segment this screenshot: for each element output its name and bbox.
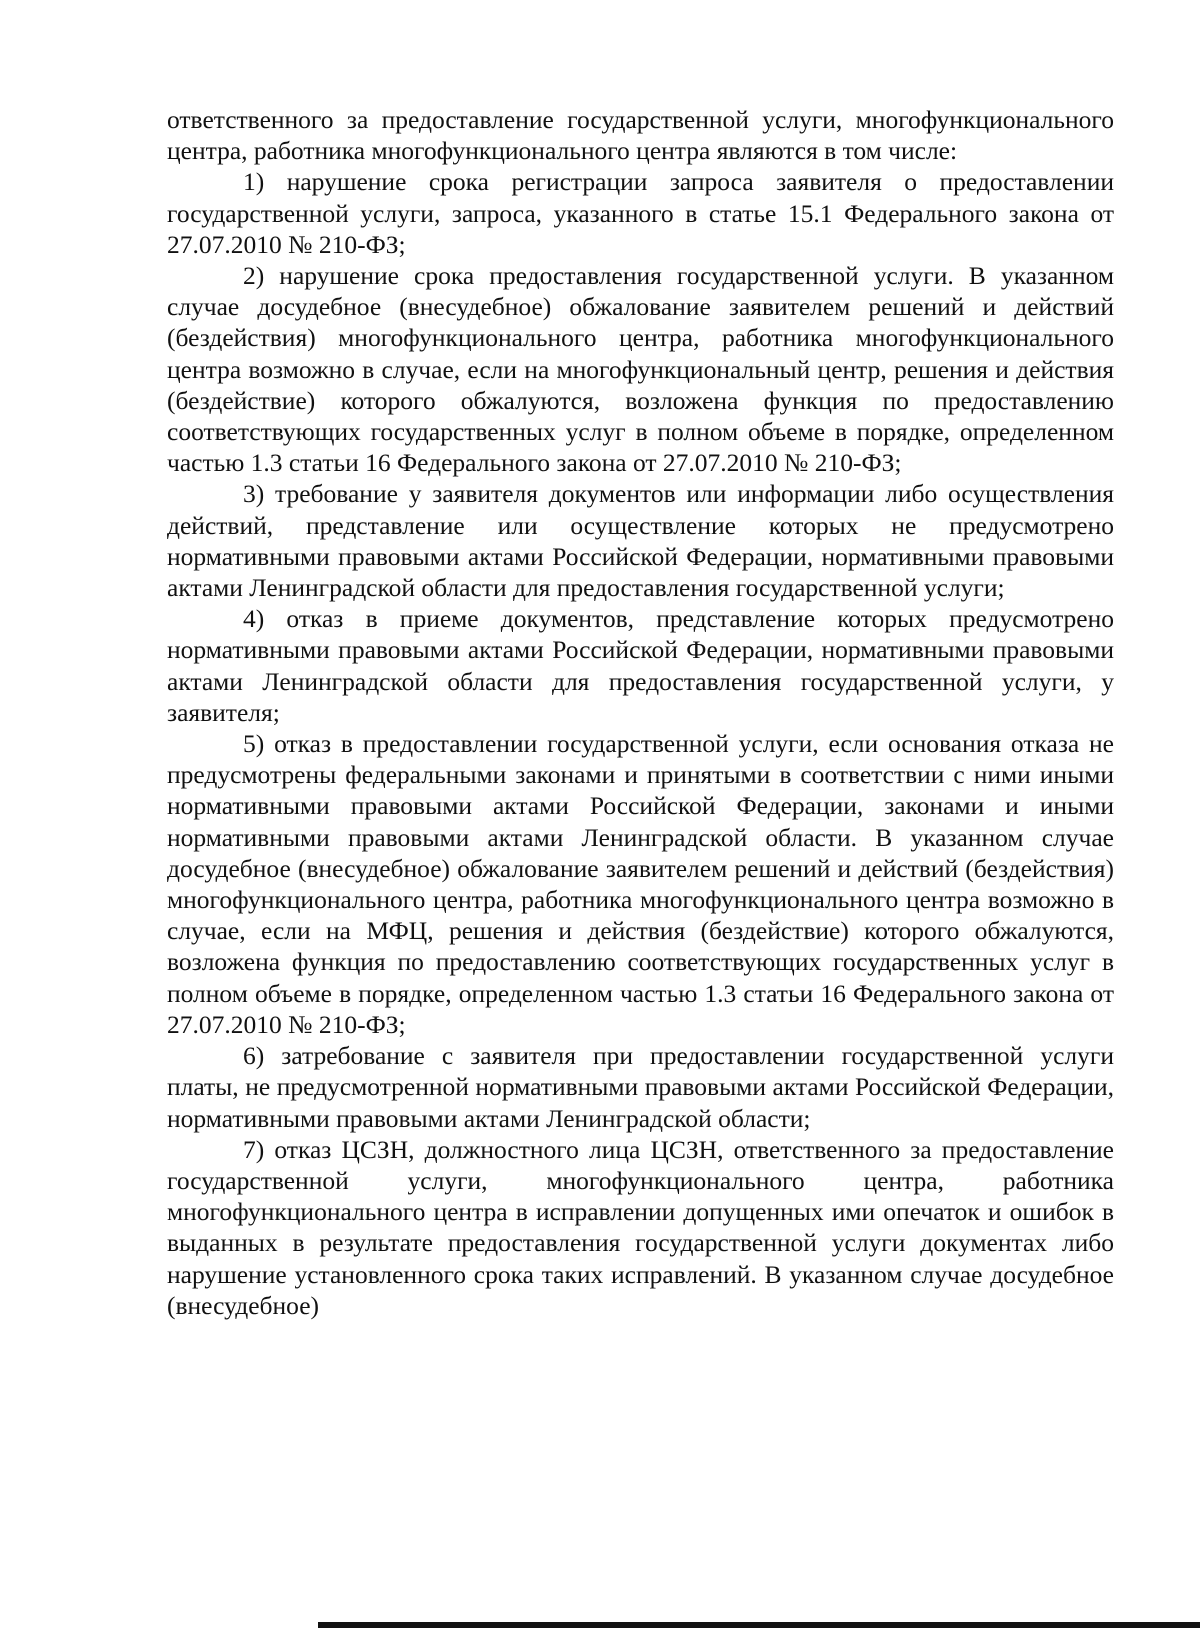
paragraph-item-5: 5) отказ в предоставлении государственной услуги, если основания отказа не предусмотрены федеральными законами и принятыми в соответствии с ними иными нормативными правовыми актами Российской Федерации, законами и иными нормативными правовыми актами Ленинградской области. В указанном случае досудебное (внесудебное) обжалование заявителем решений и действий (бездействия) многофункционального центра, работника многофункционального центра возможно в случае, если на МФЦ, решения и действия (бездействие) которого обжалуются, возложена функция по предоставлению соответствующих государственных услуг в полном объеме в порядке, определенном частью 1.3 статьи 16 Федерального закона от 27.07.2010 № 210-ФЗ; bbox=[167, 729, 1114, 1039]
paragraph-intro: ответственного за предоставление государственной услуги, многофункционального центра, работника многофункционального центра являются в том числе: bbox=[167, 105, 1114, 166]
document-body bbox=[167, 104, 1114, 1321]
paragraph-item-6: 6) затребование с заявителя при предоставлении государственной услуги платы, не предусмотренной нормативными правовыми актами Российской Федерации, нормативными правовыми актами Ленинградской области; bbox=[167, 1041, 1114, 1133]
paragraph-item-4: 4) отказ в приеме документов, представление которых предусмотрено нормативными правовыми актами Российской Федерации, нормативными правовыми актами Ленинградской области для предоставления государственной услуги, у заявителя; bbox=[167, 604, 1114, 727]
bottom-scan-edge-line bbox=[318, 1622, 1200, 1628]
paragraph-item-3: 3) требование у заявителя документов или информации либо осуществления действий, представление или осуществление которых не предусмотрено нормативными правовыми актами Российской Федерации, нормативными правовыми актами Ленинградской области для предоставления государственной услуги; bbox=[167, 479, 1114, 603]
paragraph-item-2: 2) нарушение срока предоставления государственной услуги. В указанном случае досудебное (внесудебное) обжалование заявителем решений и действий (бездействия) многофункционального центра, работника многофункционального центра возможно в случае, если на многофункциональный центр, решения и действия (бездействие) которого обжалуются, возложена функция по предоставлению соответствующих государственных услуг в полном объеме в порядке, определенном частью 1.3 статьи 16 Федерального закона от 27.07.2010 № 210-ФЗ; bbox=[167, 261, 1114, 478]
paragraph-item-7: 7) отказ ЦСЗН, должностного лица ЦСЗН, ответственного за предоставление государственной услуги, многофункционального центра, работника многофункционального центра в исправлении допущенных ими опечаток и ошибок в выданных в результате предоставления государственной услуги документах либо нарушение установленного срока таких исправлений. В указанном случае досудебное (внесудебное) bbox=[167, 1134, 1114, 1320]
paragraph-item-1: 1) нарушение срока регистрации запроса заявителя о предоставлении государственной услуги, запроса, указанного в статье 15.1 Федерального закона от 27.07.2010 № 210-ФЗ; bbox=[167, 167, 1114, 259]
